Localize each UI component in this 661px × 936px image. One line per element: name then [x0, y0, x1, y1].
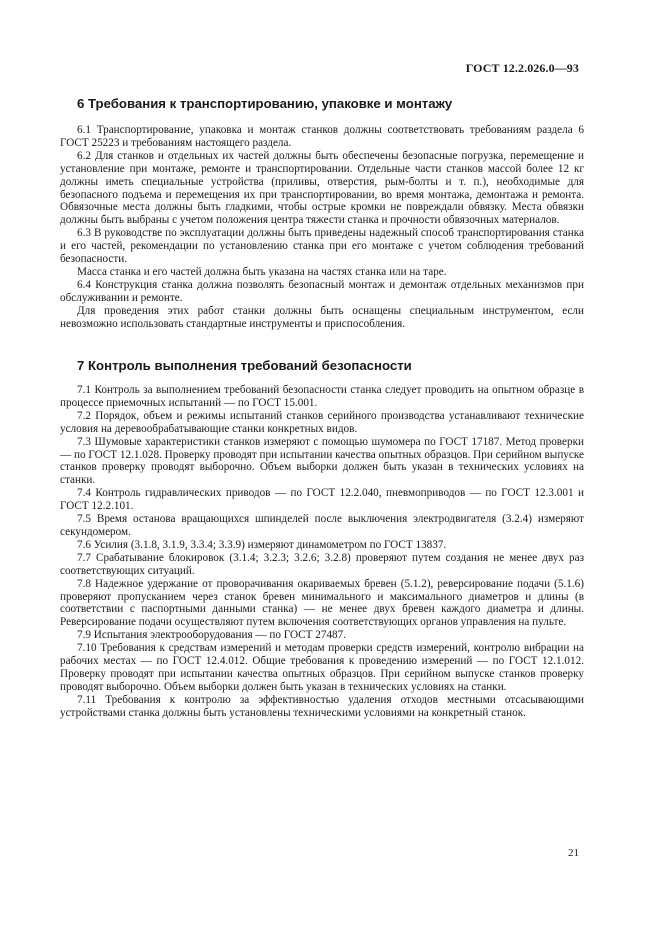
paragraph-7-8: 7.8 Надежное удержание от проворачивания окариваемых бревен (5.1.2), реверсирование подачи (5.1.6) проверяют пропусканием через станок бревен минимального и максимального диаметров и длины (в соответствии с паспортными данными станка) — не менее двух бревен каждого диаметра и длины. Реверсирование подачи осуществляют путем включения соответствующих органов управления на пульте. — [60, 577, 584, 629]
paragraph-7-4: 7.4 Контроль гидравлических приводов — по ГОСТ 12.2.040, пневмоприводов — по ГОСТ 12.3.001 и ГОСТ 12.2.101. — [60, 487, 584, 513]
paragraph-6-4-tools: Для проведения этих работ станки должны быть оснащены специальным инструментом, если невозможно использовать стандартные инструменты и приспособления. — [60, 304, 584, 330]
paragraph-7-5: 7.5 Время останова вращающихся шпинделей после выключения электродвигателя (3.2.4) измеряют секундомером. — [60, 513, 584, 538]
paragraph-7-3: 7.3 Шумовые характеристики станков измеряют с помощью шумомера по ГОСТ 17187. Метод проверки — по ГОСТ 12.1.028. Проверку проводят при испытании качества опытных образцов. При серийном выпуске станков проверку проводят выборочно. Объем выборки должен быть указан в технических условиях на станки. — [60, 435, 584, 487]
paragraph-7-1: 7.1 Контроль за выполнением требований безопасности станка следует проводить на опытном образце в процессе приемочных испытаний — по ГОСТ 15.001. — [60, 384, 584, 409]
paragraph-7-9: 7.9 Испытания электрооборудования — по ГОСТ 27487. — [77, 629, 347, 642]
section-7-title: 7 Контроль выполнения требований безопасности — [77, 358, 412, 373]
paragraph-7-7: 7.7 Срабатывание блокировок (3.1.4; 3.2.3; 3.2.6; 3.2.8) проверяют путем создания не менее двух раз соответствующих ситуаций. — [60, 551, 584, 577]
paragraph-6-2: 6.2 Для станков и отдельных их частей должны быть обеспечены безопасные погрузка, перемещение и установление при монтаже, ремонте и транспортировании. Отдельные части станков массой более 12 кг должны иметь специальные устройства (приливы, отверстия, рым-болты и т. п.), необходимые для безопасного подъема и перемещения их при транспортировании, во время монтажа, демонтажа и ремонта. Обвязочные места должны быть гладкими, чтобы острые кромки не повреждали обвязку. Места обвязки должны быть выбраны с учетом положения центра тяжести станка и прочности обвязочных материалов. — [60, 149, 584, 227]
paragraph-6-3: 6.3 В руководстве по эксплуатации должны быть приведены надежный способ транспортирования станка и его частей, рекомендации по установлению станка при его монтаже с учетом соблюдения требований безопасности. — [60, 227, 584, 266]
page-number: 21 — [568, 847, 579, 859]
paragraph-7-2: 7.2 Порядок, объем и режимы испытаний станков серийного производства устанавливают технические условия на деревообрабатывающие станки конкретных видов. — [60, 409, 584, 435]
paragraph-7-10: 7.10 Требования к средствам измерений и методам проверки средств измерений, контролю вибрации на рабочих местах — по ГОСТ 12.4.012. Общие требования к проведению измерений — по ГОСТ 12.1.012. Проверку проводят при испытании качества опытных образцов. При серийном выпуске станков проверку проводят выборочно. Объем выборки должен быть указан в технических условиях на станки. — [60, 642, 584, 693]
paragraph-7-6: 7.6 Усилия (3.1.8, 3.1.9, 3.3.4; 3.3.9) измеряют динамометром по ГОСТ 13837. — [77, 538, 447, 551]
section-6-body — [60, 124, 584, 331]
document-code-header: ГОСТ 12.2.026.0—93 — [465, 61, 579, 75]
paragraph-6-1: 6.1 Транспортирование, упаковка и монтаж станков должны соответствовать требованиям раздела 6 ГОСТ 25223 и требованиям настоящего раздела. — [60, 124, 584, 149]
section-7-body — [60, 384, 584, 720]
section-6-title: 6 Требования к транспортированию, упаковке и монтажу — [77, 96, 453, 111]
paragraph-7-11: 7.11 Требования к контролю за эффективностью удаления отходов местными отсасывающими устройствами станка должны быть установлены техническими условиями на конкретный станок. — [60, 693, 584, 719]
paragraph-6-3-mass: Масса станка и его частей должна быть указана на частях станка или на таре. — [77, 265, 447, 278]
paragraph-6-4: 6.4 Конструкция станка должна позволять безопасный монтаж и демонтаж отдельных механизмов при обслуживании и ремонте. — [60, 278, 584, 304]
